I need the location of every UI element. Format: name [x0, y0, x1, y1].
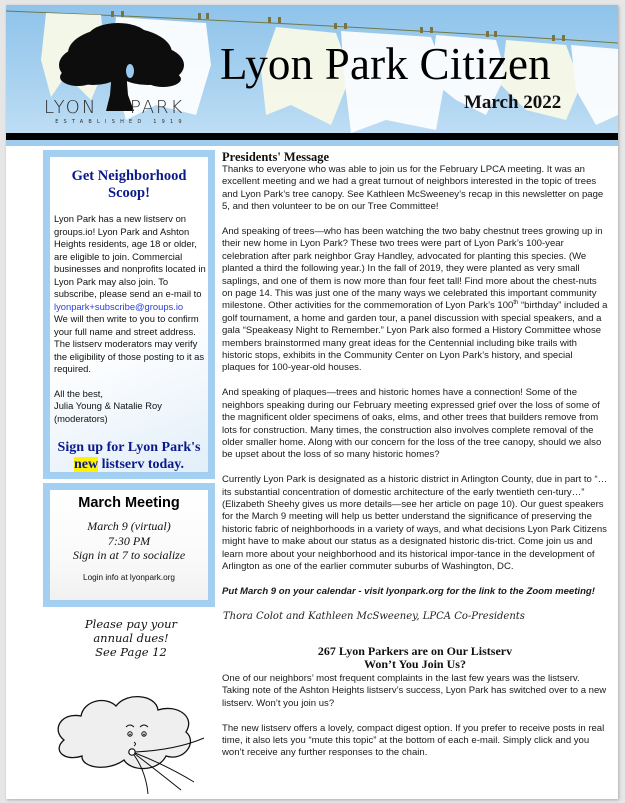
masthead-rule-blue [6, 140, 618, 146]
meeting-title: March Meeting [78, 495, 180, 511]
listserv-paragraph: One of our neighbors’ most frequent complaints in the last few years was the listserv. Taking note of the Ashton Heights listserv’s success, Lyon Park has switched over to a new listserv. Won’t you join us? [222, 672, 607, 709]
dues-line1: Please pay your [84, 617, 178, 631]
scoop-body [54, 213, 208, 376]
newsletter-title: Lyon Park Citizen [220, 39, 551, 89]
article-paragraph: Thanks to everyone who was able to join us for the February LPCA meeting. It was an excellent meeting and we had a great turnout of neighbors interested in the topic of trees and Lyon Park’s tree canopy. See Kathleen McSweeney’s recap in this newsletter on page 5, and then volunteer to be on our Tree Committee! [222, 164, 604, 213]
article-paragraph: Currently Lyon Park is designated as a historic district in Arlington County, due in part to “…its substantial concentration of domestic architecture of the early twentieth cen-tury…” (Elizabeth Sheehy gives us more details—see her article on page 10). Our guest speakers for the March 9 meeting will help us better understand the significance of preserving the historic fabric of neighborhoods in a variety of ways, and what decisions Lyon Park Citizens might have to make about our status as a designated historic dis-trict. Come join us and learn more about your neighborhood and its historical impor-tance in the development of Arlington as one of the earlier commuter suburbs of Washington, DC. [222, 474, 608, 572]
meeting-details [50, 519, 208, 563]
cta-line2: listserv today. [101, 457, 185, 472]
listserv-heading-line1: 267 Lyon Parkers are on Our Listserv [317, 643, 513, 658]
co-presidents-signature: Thora Colot and Kathleen McSweeney, LPCA Co-Presidents [223, 610, 525, 622]
article-paragraph: And speaking of plaques—trees and historic homes have a connection! Some of the neighbors speaking during our February meeting expressed grief over the loss of some of the magnificent older specimens of oaks, elms, and other trees that builders remove from lots for construction. Many times, the construction also involves complete removal of the older smaller home. Along with our concern for the loss of the tree canopy, should we also be upset about the loss of so many historic homes? [222, 387, 602, 461]
meeting-time: 7:30 PM [107, 533, 151, 548]
article-heading: Presidents' Message [222, 150, 330, 164]
subscribe-email-link[interactable]: lyonpark+subscribe@groups.io [54, 300, 184, 312]
newsletter-page [6, 5, 618, 799]
listserv-heading [222, 645, 608, 671]
dues-line2: annual dues! [93, 631, 169, 645]
article-paragraph-part: “birthday” included a golf tournament, a home and garden tour, a panel discussion with special speakers, and a gala “Speakeasy Night to Remember.” Lyon Park also formed a History Committee whose members brainstormed many great ideas for the Centennial including bike trails with historic stops, exhibits in the Community Center on Lyon Park’s history, and special plaques for 100-year-old houses. [222, 300, 608, 374]
listserv-paragraph: The new listserv offers a lovely, compact digest option. If you prefer to receive posts in real time, it also lets you “mute this topic” at the bottom of each e-mail. Simply click and you won’t receive any further responses to the chain. [222, 722, 605, 759]
scoop-title: Get Neighborhood Scoop! [71, 168, 187, 201]
scoop-signature [54, 388, 208, 426]
listserv-article [222, 673, 608, 760]
meeting-date: March 9 (virtual) [87, 519, 171, 533]
masthead-rule-black [6, 133, 618, 140]
scoop-signoff: All the best, [54, 387, 103, 399]
scoop-body-intro: Lyon Park has a new listserv on groups.io! Lyon Park and Ashton Heights residents, age 18 or older, are eligible to join. Commercial businesses and nonprofits located in Lyon Park may also join. To subscribe, please send an e-mail to [54, 213, 206, 299]
scoop-signers: Julia Young & Natalie Roy [54, 400, 162, 411]
logo-word-right: PARK [130, 97, 185, 118]
scoop-signers-role: (moderators) [54, 412, 108, 424]
neighborhood-scoop-box [43, 150, 215, 479]
dues-line3: See Page 12 [95, 645, 167, 659]
logo-established: ESTABLISHED 1919 [55, 119, 187, 125]
cta-highlight: new [73, 457, 99, 472]
scoop-call-to-action [50, 439, 208, 473]
article-paragraph [222, 226, 608, 375]
listserv-heading-line2: Won’t You Join Us? [364, 656, 466, 671]
march-meeting-box [43, 483, 215, 607]
meeting-login-info: Login info at lyonpark.org [83, 572, 175, 582]
ordinal-suffix: th [513, 300, 519, 307]
blowing-cloud-icon [46, 670, 216, 795]
masthead [6, 5, 618, 146]
annual-dues-reminder [56, 617, 206, 659]
scoop-body-confirm: We will then write to you to confirm your full name and street address. The listserv moderators may verify the eligibility of those posting to it as required. [54, 313, 205, 374]
lyon-park-logo [38, 15, 198, 137]
zoom-meeting-callout: Put March 9 on your calendar - visit lyonpark.org for the link to the Zoom meeting! [222, 585, 595, 597]
meeting-note: Sign in at 7 to socialize [72, 548, 186, 562]
cta-line1: Sign up for Lyon Park's [57, 440, 201, 455]
logo-word-left: LYON [44, 97, 98, 118]
presidents-message-article [222, 151, 608, 760]
issue-date: March 2022 [464, 92, 562, 113]
article-paragraph-part: And speaking of trees—who has been watching the two baby chestnut trees growing up in their new home in Lyon Park? These two trees were part of Lyon Park’s 100-year celebration after park neighbor Gray Handley, advocated for planting this species. (We planted a third the following year.) In the fall of 2019, they were planted as very small saplings, and one of them is now more than four feet tall! Find more about the chest-nuts on page 14. This was just one of the many ways we celebrated this important community milestone. Other activities for the commemoration of Lyon Park’s 100 [222, 226, 603, 312]
